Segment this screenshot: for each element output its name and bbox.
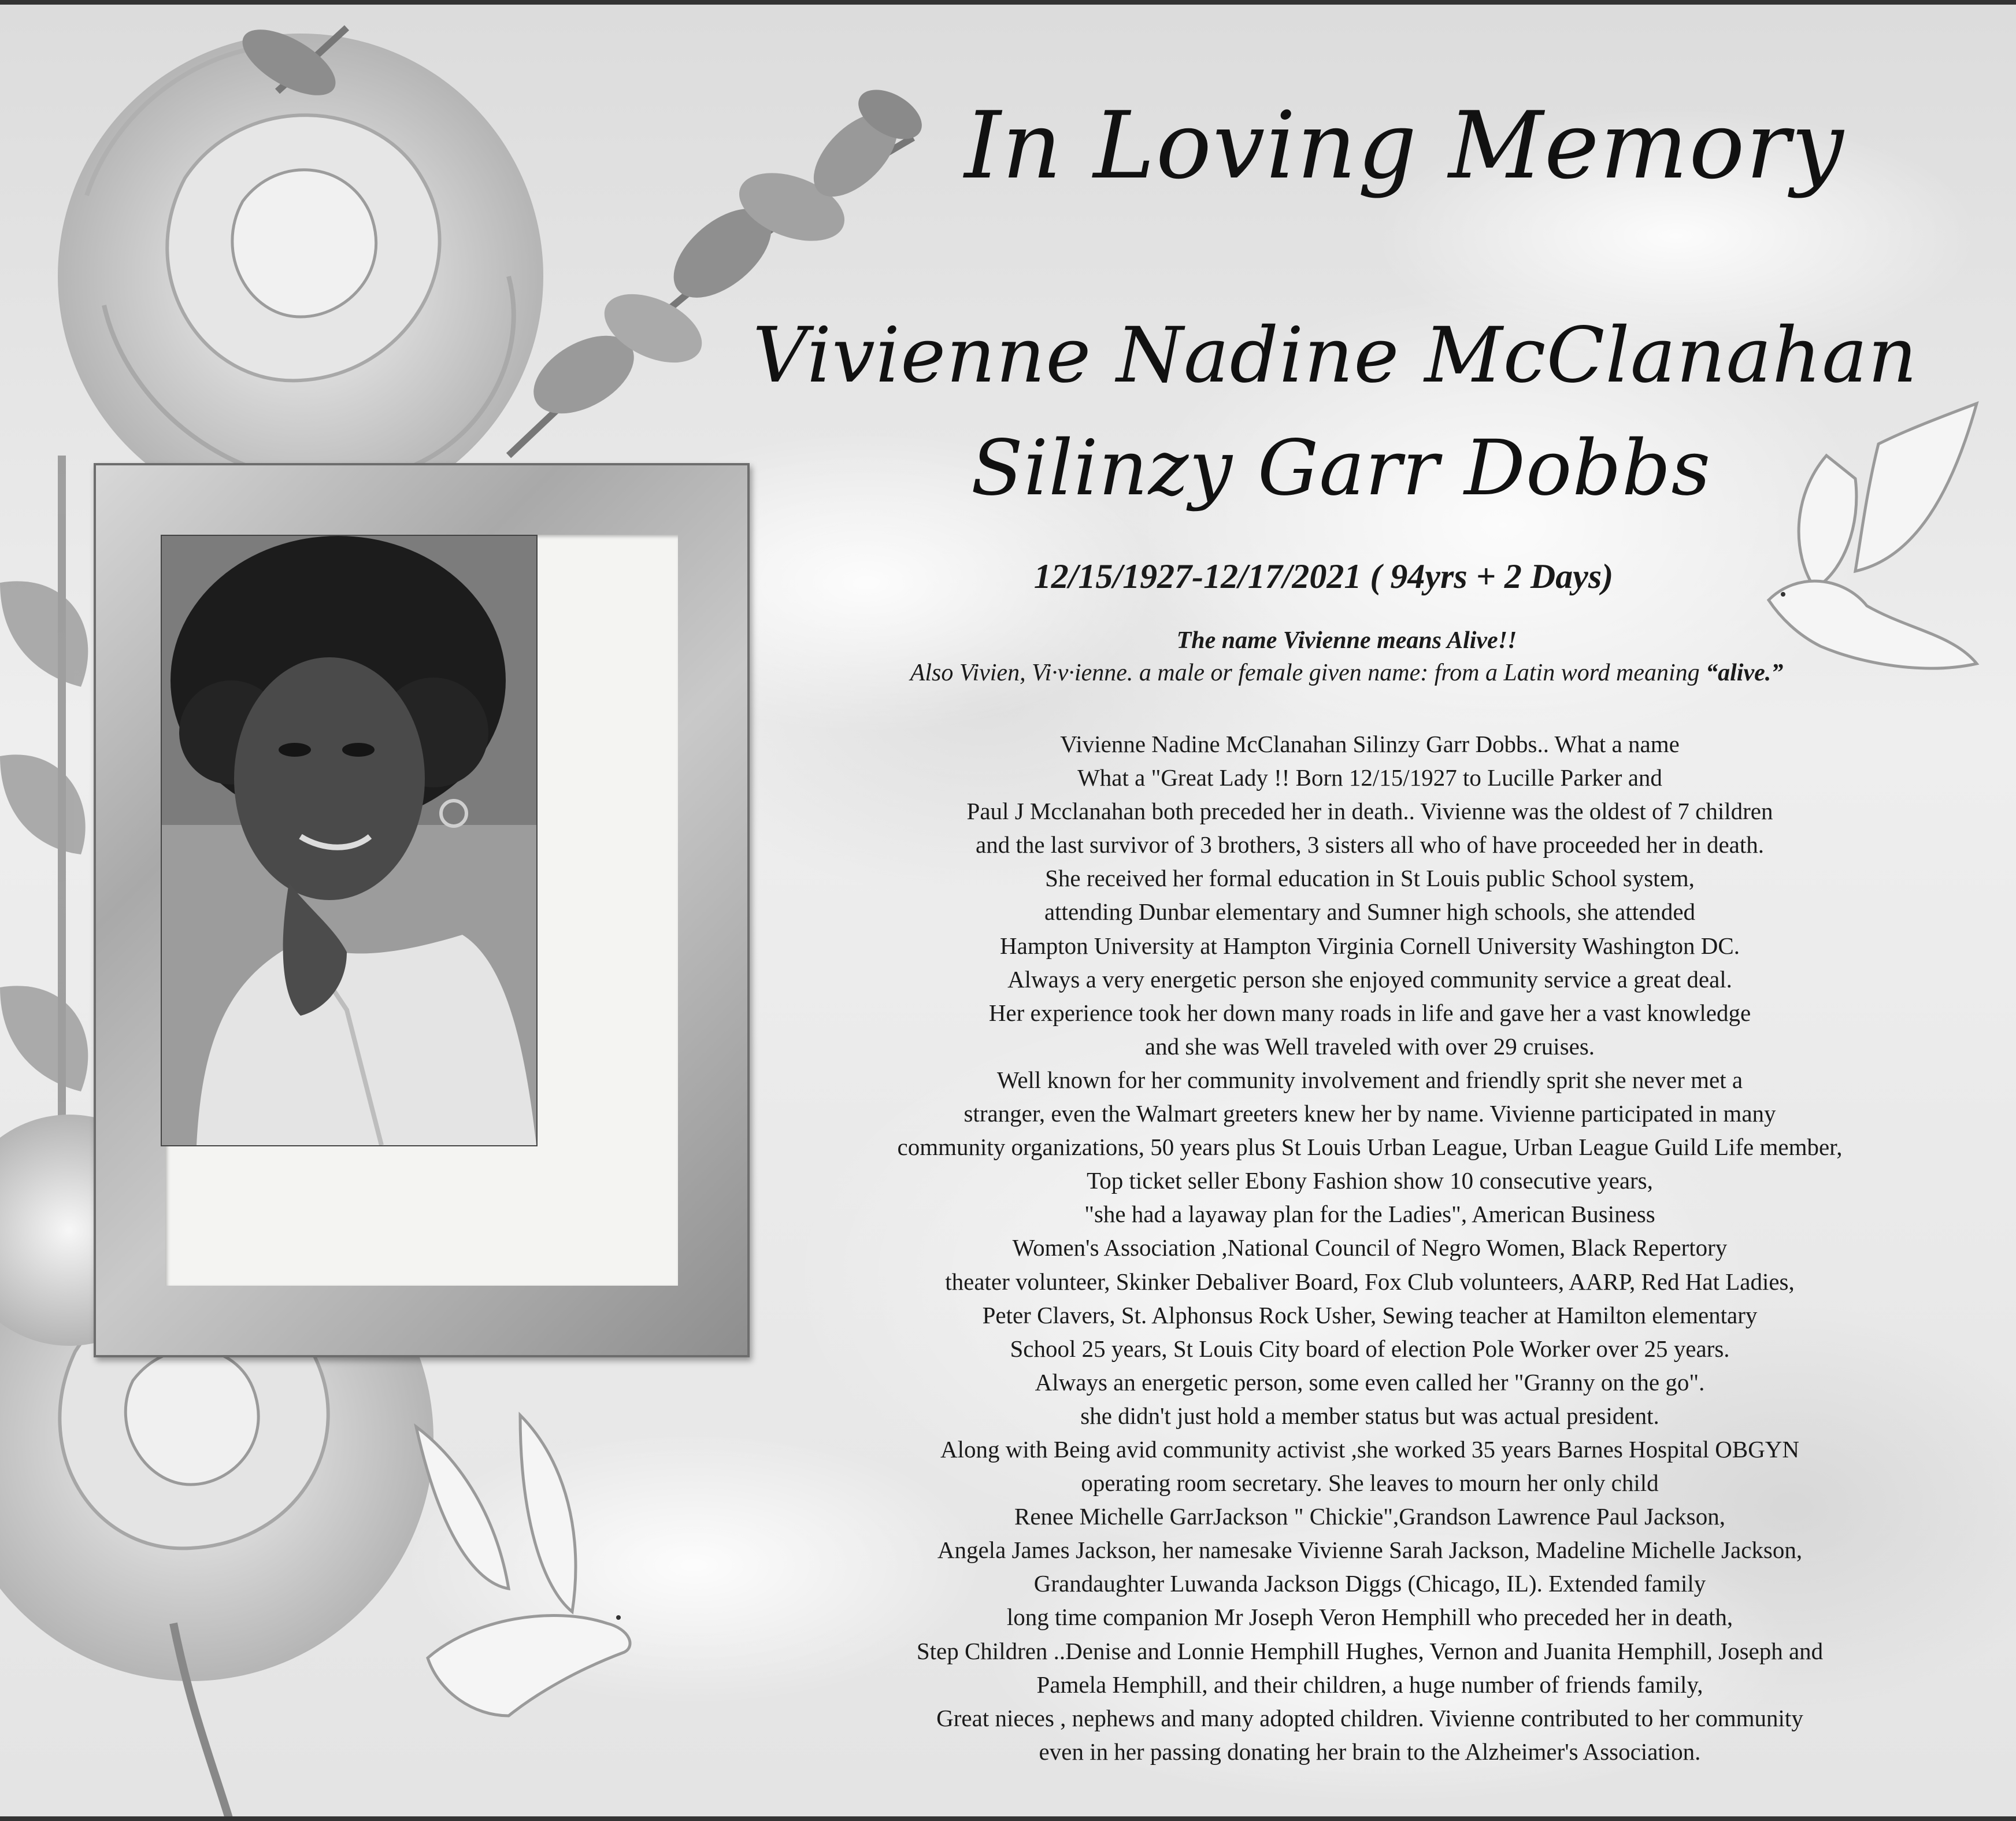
obituary-line: operating room secretary. She leaves to mourn her only child <box>1081 1470 1659 1497</box>
portrait-photo <box>161 535 538 1146</box>
obituary-line: Renee Michelle GarrJackson " Chickie",Grandson Lawrence Paul Jackson, <box>1014 1503 1726 1530</box>
obituary-line: Well known for her community involvement and friendly sprit she never met a <box>996 1066 1743 1093</box>
obituary-text <box>769 727 1971 1768</box>
obituary-line: Paul J Mcclanahan both preceded her in death.. Vivienne was the oldest of 7 children <box>966 798 1773 825</box>
obituary-line: long time companion Mr Joseph Veron Hemphill who preceded her in death, <box>1006 1604 1733 1631</box>
obituary-line: attending Dunbar elementary and Sumner high schools, she attended <box>1044 898 1696 926</box>
obituary-line: "she had a layaway plan for the Ladies", American Business <box>1084 1201 1655 1228</box>
name-meaning-detail-text: Also Vivien, Vi·v·ienne. a male or female given name: from a Latin word meaning <box>910 660 1706 686</box>
name-meaning-bold-word: “alive.” <box>1706 660 1784 686</box>
obituary-line: she didn't just hold a member status but was actual president. <box>1080 1402 1659 1429</box>
decedent-name-line1: Vivienne Nadine McClanahan <box>753 311 1918 400</box>
life-dates: 12/15/1927-12/17/2021 ( 94yrs + 2 Days) <box>1033 557 1614 595</box>
rose-icon <box>58 34 543 519</box>
obituary-line: School 25 years, St Louis City board of election Pole Worker over 25 years. <box>1010 1335 1730 1362</box>
obituary-line: Angela James Jackson, her namesake Vivienne Sarah Jackson, Madeline Michelle Jackson, <box>937 1537 1803 1564</box>
leaf-icon <box>0 456 88 1149</box>
name-meaning-heading: The name Vivienne means Alive!! <box>1176 627 1517 654</box>
obituary-line: What a "Great Lady !! Born 12/15/1927 to Lucille Parker and <box>1077 764 1662 791</box>
obituary-line: Grandaughter Luwanda Jackson Diggs (Chicago, IL). Extended family <box>1033 1570 1706 1597</box>
obituary-line: Vivienne Nadine McClanahan Silinzy Garr Dobbs.. What a name <box>1060 731 1680 757</box>
decedent-name-line2: Silinzy Garr Dobbs <box>970 424 1711 513</box>
name-meaning <box>798 624 1896 689</box>
obituary-line: Top ticket seller Ebony Fashion show 10 consecutive years, <box>1087 1167 1653 1194</box>
obituary-line: Step Children ..Denise and Lonnie Hemphill Hughes, Vernon and Juanita Hemphill, Joseph and <box>916 1637 1824 1664</box>
obituary-line: Along with Being avid community activist ,she worked 35 years Barnes Hospital OBGYN <box>940 1435 1800 1463</box>
obituary-line: Women's Association ,National Council of Negro Women, Black Repertory <box>1012 1234 1728 1261</box>
obituary-line: Her experience took her down many roads in life and gave her a vast knowledge <box>988 999 1751 1026</box>
obituary-line: Pamela Hemphill, and their children, a huge number of friends family, <box>1036 1671 1703 1698</box>
obituary-line: Hampton University at Hampton Virginia Cornell University Washington DC. <box>1000 932 1740 959</box>
obituary-line: Great nieces , nephews and many adopted children. Vivienne contributed to her community <box>936 1704 1803 1731</box>
portrait-image <box>162 536 536 1145</box>
obituary-line: She received her formal education in St Louis public School system, <box>1045 865 1695 892</box>
obituary-line: and the last survivor of 3 brothers, 3 sisters all who of have proceeded her in death. <box>976 831 1764 858</box>
obituary-line: Always an energetic person, some even called her "Granny on the go". <box>1035 1368 1705 1396</box>
obituary-line: and she was Well traveled with over 29 cruises. <box>1144 1032 1595 1060</box>
obituary-line: Always a very energetic person she enjoyed community service a great deal. <box>1007 965 1732 993</box>
picture-frame <box>94 463 750 1357</box>
obituary-line: even in her passing donating her brain to the Alzheimer's Association. <box>1039 1738 1701 1765</box>
page-title: In Loving Memory <box>964 91 1845 199</box>
name-meaning-detail <box>798 657 1896 689</box>
obituary-line: Peter Clavers, St. Alphonsus Rock Usher, Sewing teacher at Hamilton elementary <box>982 1301 1758 1328</box>
obituary-line: stranger, even the Walmart greeters knew her by name. Vivienne participated in many <box>963 1100 1776 1127</box>
obituary-line: community organizations, 50 years plus St Louis Urban League, Urban League Guild Life member, <box>897 1134 1843 1161</box>
obituary-line: theater volunteer, Skinker Debaliver Board, Fox Club volunteers, AARP, Red Hat Ladies, <box>945 1268 1795 1295</box>
